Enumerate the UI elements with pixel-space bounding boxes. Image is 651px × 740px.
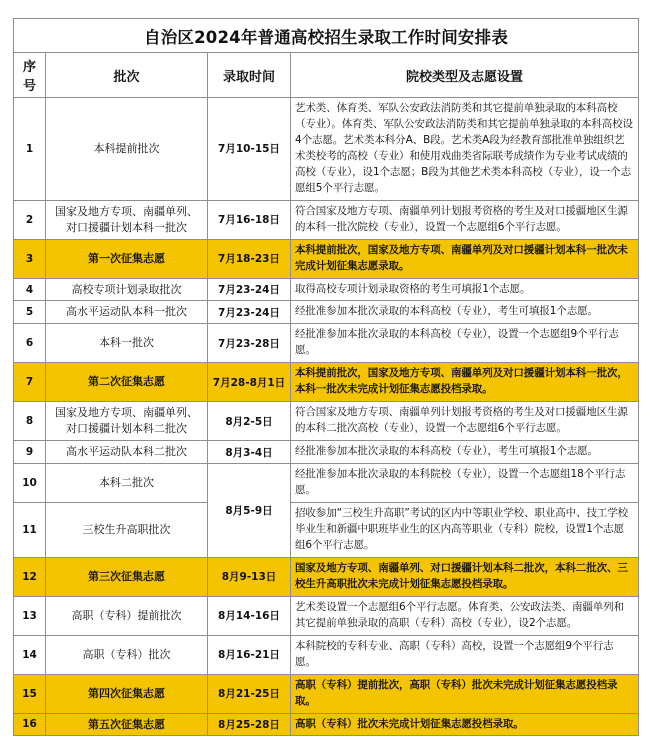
row-index-cell: 5 <box>14 301 46 324</box>
table-row <box>14 674 639 713</box>
batch-name-cell: 第五次征集志愿 <box>46 713 208 736</box>
table-row <box>14 557 639 596</box>
admission-date-cell: 8月14-16日 <box>208 596 291 635</box>
description-cell: 本科提前批次，国家及地方专项、南疆单列及对口援疆计划本科一批次，本科一批次未完成计划征集志愿投档录取。 <box>291 363 639 402</box>
admission-date-cell: 7月23-24日 <box>208 278 291 301</box>
batch-name-cell: 本科提前批次 <box>46 98 208 201</box>
table-row <box>14 402 639 441</box>
row-index-cell: 1 <box>14 98 46 201</box>
batch-name-cell: 第一次征集志愿 <box>46 239 208 278</box>
row-index-cell: 11 <box>14 503 46 558</box>
description-cell: 符合国家及地方专项、南疆单列计划报考资格的考生及对口援疆地区生源的本科二批次高校（专业），设置一个志愿组6个平行志愿。 <box>291 402 639 441</box>
row-index-cell: 9 <box>14 441 46 464</box>
admission-schedule-table <box>13 18 639 736</box>
admission-date-cell: 8月16-21日 <box>208 635 291 674</box>
batch-name-cell: 第三次征集志愿 <box>46 557 208 596</box>
row-index-cell: 6 <box>14 324 46 363</box>
description-cell: 高职（专科）批次未完成计划征集志愿投档录取。 <box>291 713 639 736</box>
batch-name-cell: 高职（专科）提前批次 <box>46 596 208 635</box>
table-row <box>14 200 639 239</box>
batch-name-cell: 国家及地方专项、南疆单列、对口援疆计划本科二批次 <box>46 402 208 441</box>
table-row <box>14 98 639 201</box>
table-row <box>14 363 639 402</box>
batch-name-cell: 高水平运动队本科一批次 <box>46 301 208 324</box>
row-index-cell: 3 <box>14 239 46 278</box>
table-row <box>14 464 639 503</box>
batch-name-cell: 本科一批次 <box>46 324 208 363</box>
table-row <box>14 596 639 635</box>
admission-date-cell: 7月28-8月1日 <box>208 363 291 402</box>
column-header-date: 录取时间 <box>208 53 291 98</box>
description-cell: 艺术类、体育类、军队公安政法消防类和其它提前单独录取的本科高校（专业）。体育类、军队公安政法消防类和其它提前单独录取的本科高校设4个志愿。艺术类本科分A、B段。艺术类A段为经教育部批准单独组织艺术类校考的高校（专业）和使用戏曲类省际联考成绩作为专业考试成绩的高校（专业），设1个志愿；B段为其他艺术类本科高校（专业），设一个志愿组5个平行志愿。 <box>291 98 639 201</box>
batch-name-cell: 高校专项计划录取批次 <box>46 278 208 301</box>
table-row <box>14 301 639 324</box>
description-cell: 经批准参加本批次录取的本科高校（专业），设置一个志愿组9个平行志愿。 <box>291 324 639 363</box>
row-index-cell: 2 <box>14 200 46 239</box>
table-row <box>14 635 639 674</box>
table-row <box>14 239 639 278</box>
batch-name-cell: 高职（专科）批次 <box>46 635 208 674</box>
row-index-cell: 12 <box>14 557 46 596</box>
description-cell: 国家及地方专项、南疆单列、对口援疆计划本科二批次，本科二批次、三校生升高职批次未完成计划征集志愿投档录取。 <box>291 557 639 596</box>
batch-name-cell: 三校生升高职批次 <box>46 503 208 558</box>
batch-name-cell: 第四次征集志愿 <box>46 674 208 713</box>
batch-name-cell: 本科二批次 <box>46 464 208 503</box>
description-cell: 取得高校专项计划录取资格的考生可填报1个志愿。 <box>291 278 639 301</box>
admission-date-cell: 8月21-25日 <box>208 674 291 713</box>
description-cell: 本科院校的专科专业、高职（专科）高校，设置一个志愿组9个平行志愿。 <box>291 635 639 674</box>
column-header-batch: 批次 <box>46 53 208 98</box>
row-index-cell: 8 <box>14 402 46 441</box>
description-cell: 本科提前批次，国家及地方专项、南疆单列及对口援疆计划本科一批次未完成计划征集志愿录取。 <box>291 239 639 278</box>
admission-date-cell: 8月2-5日 <box>208 402 291 441</box>
batch-name-cell: 高水平运动队本科二批次 <box>46 441 208 464</box>
row-index-cell: 16 <box>14 713 46 736</box>
batch-name-cell: 国家及地方专项、南疆单列、对口援疆计划本科一批次 <box>46 200 208 239</box>
admission-date-cell: 7月18-23日 <box>208 239 291 278</box>
description-cell: 经批准参加本批次录取的本科院校（专业），设置一个志愿组18个平行志愿。 <box>291 464 639 503</box>
description-cell: 符合国家及地方专项、南疆单列计划报考资格的考生及对口援疆地区生源的本科一批次院校（专业），设置一个志愿组6个平行志愿。 <box>291 200 639 239</box>
column-header-row <box>14 53 639 98</box>
admission-date-cell: 8月9-13日 <box>208 557 291 596</box>
admission-date-cell: 7月10-15日 <box>208 98 291 201</box>
row-index-cell: 15 <box>14 674 46 713</box>
admission-date-cell: 8月5-9日 <box>208 464 291 558</box>
table-row <box>14 278 639 301</box>
admission-date-cell: 7月16-18日 <box>208 200 291 239</box>
admission-date-cell: 8月3-4日 <box>208 441 291 464</box>
table-row <box>14 324 639 363</box>
page-title: 自治区2024年普通高校招生录取工作时间安排表 <box>14 19 639 53</box>
table-row <box>14 503 639 558</box>
description-cell: 艺术类设置一个志愿组6个平行志愿。体育类、公安政法类、南疆单列和其它提前单独录取的高职（专科）高校（专业），设2个志愿。 <box>291 596 639 635</box>
batch-name-cell: 第二次征集志愿 <box>46 363 208 402</box>
column-header-desc: 院校类型及志愿设置 <box>291 53 639 98</box>
description-cell: 经批准参加本批次录取的本科高校（专业），考生可填报1个志愿。 <box>291 301 639 324</box>
admission-date-cell: 7月23-24日 <box>208 301 291 324</box>
title-row <box>14 19 639 53</box>
row-index-cell: 14 <box>14 635 46 674</box>
table-head <box>14 19 639 98</box>
table-body <box>14 98 639 736</box>
description-cell: 经批准参加本批次录取的本科高校（专业），考生可填报1个志愿。 <box>291 441 639 464</box>
table-row <box>14 441 639 464</box>
admission-date-cell: 8月25-28日 <box>208 713 291 736</box>
row-index-cell: 7 <box>14 363 46 402</box>
table-row <box>14 713 639 736</box>
row-index-cell: 13 <box>14 596 46 635</box>
row-index-cell: 10 <box>14 464 46 503</box>
admission-date-cell: 7月23-28日 <box>208 324 291 363</box>
row-index-cell: 4 <box>14 278 46 301</box>
description-cell: 招收参加“三校生升高职”考试的区内中等职业学校、职业高中、技工学校毕业生和新疆中职班毕业生的区内高等职业（专科）院校，设置1个志愿组6个平行志愿。 <box>291 503 639 558</box>
description-cell: 高职（专科）提前批次，高职（专科）批次未完成计划征集志愿投档录取。 <box>291 674 639 713</box>
column-header-no: 序号 <box>14 53 46 98</box>
